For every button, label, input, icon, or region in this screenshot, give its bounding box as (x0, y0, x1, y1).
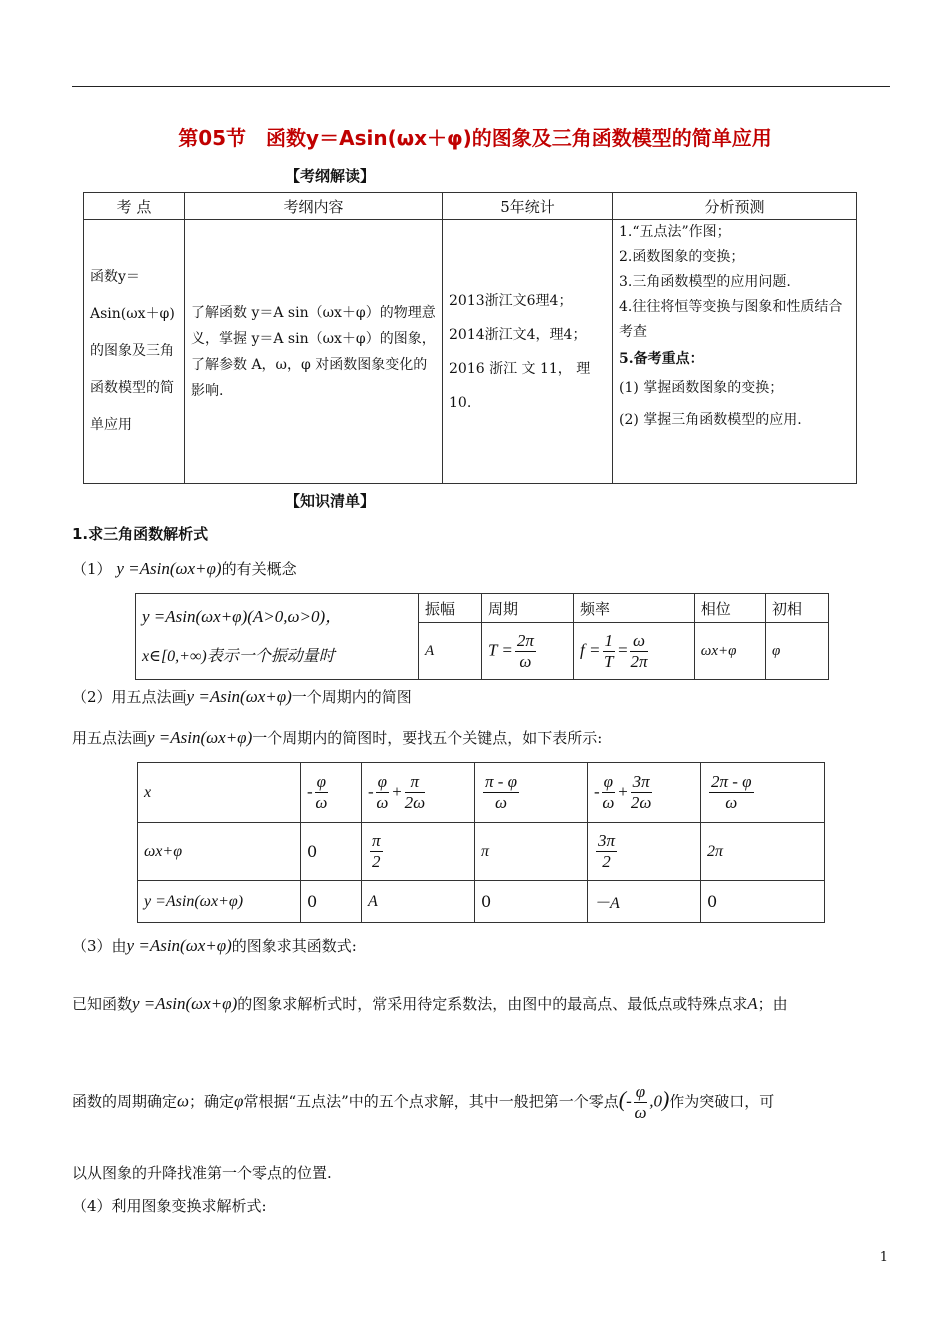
phase-cell: ωx+φ (694, 623, 765, 680)
section-knowledge-heading: 【知识清单】 (285, 492, 376, 510)
cell-point: 函数y＝Asin(ωx＋φ)的图象及三角函数模型的简单应用 (84, 220, 185, 484)
five-point-table: x - $\frac{\varphi}{\omega}$ - $\frac{\varphi}{\omega}$ + $\frac{\pi}{2\omega}$ $\frac{\pi - \varphi}{\omega}$ - $\frac{\varphi}{\omega}$ + $\frac{3\pi}{2\omega}$ $\frac{2\pi - \varphi}{\omega}$ ωx+φ 0 $\frac{\pi}{2}$ π $\frac{3\pi}{2}$ 2π y =Asin(ωx+φ) 0 A 0 －A 0 (137, 762, 825, 923)
page-number: 1 (879, 1250, 888, 1265)
col-point: 考 点 (84, 193, 185, 220)
concept-table: y =Asin(ωx+φ)(A>0,ω>0)， x∈[0,+∞)表示一个振动量时 振幅 周期 频率 相位 初相 A T = $\frac{2\pi}{\omega}$ f = $\frac{1}{T}$ = $\frac{\omega}{2\pi}$ ωx+φ φ (135, 593, 829, 680)
cell-stats: 2013浙江文6理4； 2014浙江文4，理4； 2016 浙江 文 11， 理 10. (443, 220, 613, 484)
s2-paragraph: 用五点法画y =Asin(ωx+φ)一个周期内的简图时，要找五个关键点，如下表所示: (72, 728, 603, 747)
period-cell: T = $\frac{2\pi}{\omega}$ (481, 623, 573, 680)
init-cell: φ (766, 623, 829, 680)
s2-line: （2）用五点法画y =Asin(ωx+φ)一个周期内的简图 (72, 687, 412, 706)
section-exam-heading: 【考纲解读】 (285, 167, 376, 185)
page-title: 第05节 函数y＝Asin(ωx＋φ)的图象及三角函数模型的简单应用 (178, 126, 772, 150)
paragraph-5: 以从图象的升降找准第一个零点的位置. (72, 1164, 332, 1182)
col-stats: 5年统计 (443, 193, 613, 220)
heading-1: 1.求三角函数解析式 (72, 525, 209, 543)
s1-line: （1） y =Asin(ωx+φ)的有关概念 (72, 559, 297, 578)
col-content: 考纲内容 (185, 193, 443, 220)
freq-cell: f = $\frac{1}{T}$ = $\frac{\omega}{2\pi}$ (574, 623, 695, 680)
cell-predict: 1.“五点法”作图； 2.函数图象的变换； 3.三角函数模型的应用问题. 4.往往将恒等变换与图象和性质结合考查 5.备考重点： (1) 掌握函数图象的变换； (2) 掌握三角函数模型的应用. (613, 220, 857, 484)
paragraph-4: 函数的周期确定ω；确定φ常根据“五点法”中的五个点求解，其中一般把第一个零点(- $\frac{\varphi}{\omega}$ ,0)作为突破口，可 (72, 1082, 775, 1122)
col-predict: 分析预测 (613, 193, 857, 220)
s4-line: （4）利用图象变换求解析式: (72, 1197, 267, 1215)
header-rule (72, 86, 890, 87)
s3-line: （3）由y =Asin(ωx+φ)的图象求其函数式: (72, 936, 357, 955)
exam-outline-table (83, 192, 857, 484)
concept-desc: y =Asin(ωx+φ)(A>0,ω>0)， x∈[0,+∞)表示一个振动量时 (136, 594, 419, 680)
amp-cell: A (419, 623, 482, 680)
cell-content: 了解函数 y＝A sin（ωx＋φ）的物理意义，掌握 y＝A sin（ωx＋φ）的图象，了解参数 A，ω，φ 对函数图象变化的影响. (185, 220, 443, 484)
paragraph-3: 已知函数y =Asin(ωx+φ)的图象求解析式时，常采用待定系数法，由图中的最高点、最低点或特殊点求A；由 (72, 994, 788, 1013)
